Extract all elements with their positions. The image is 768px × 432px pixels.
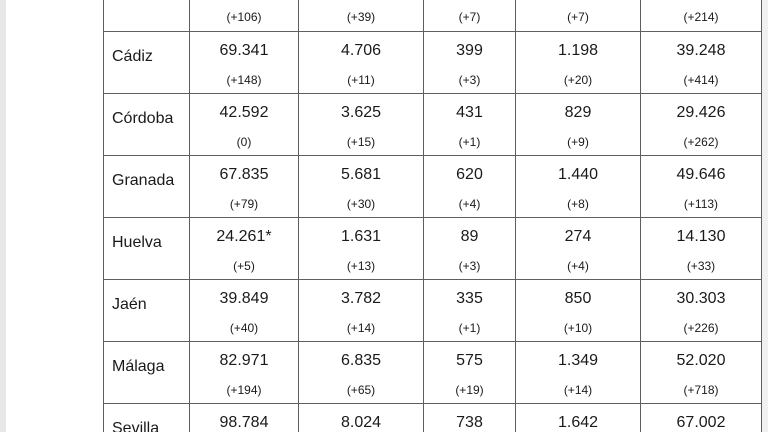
delta-cell: (+11) <box>347 73 375 87</box>
value-cell: 1.440 <box>557 166 599 183</box>
delta-cell: (+148) <box>226 73 262 87</box>
delta-cell: (+4) <box>567 259 589 273</box>
right-edge-strip <box>762 0 768 432</box>
table-row <box>104 280 762 342</box>
delta-cell: (+79) <box>229 197 259 211</box>
delta-cell: (+14) <box>346 321 376 335</box>
value-cell: 29.426 <box>676 104 726 121</box>
value-cell: 620 <box>456 166 483 183</box>
delta-cell: (+214) <box>683 10 719 24</box>
table-row <box>104 342 762 404</box>
province-cell <box>104 0 190 32</box>
value-cell: 49.646 <box>676 166 726 183</box>
value-cell: 850 <box>564 290 592 307</box>
value-cell: 3.782 <box>340 290 382 307</box>
delta-cell: (+262) <box>683 135 719 149</box>
delta-cell: (+3) <box>458 259 481 273</box>
province-name: Sevilla <box>112 420 160 432</box>
province-name: Córdoba <box>112 110 174 127</box>
delta-cell: (+1) <box>458 135 481 149</box>
value-cell: 39.849 <box>219 290 269 307</box>
value-cell: 67.002 <box>676 414 726 431</box>
delta-cell: (+30) <box>346 197 376 211</box>
delta-cell: (+65) <box>346 383 376 397</box>
delta-cell: (+15) <box>346 135 376 149</box>
value-cell: 39.248 <box>676 42 726 59</box>
province-name: Jaén <box>112 296 147 313</box>
value-cell: 1.642 <box>557 414 599 431</box>
value-cell: 1.631 <box>340 228 382 245</box>
delta-cell: (+106) <box>226 10 262 24</box>
delta-cell: (+13) <box>346 259 376 273</box>
value-cell: 24.261* <box>216 228 272 245</box>
delta-cell: (+3) <box>458 73 481 87</box>
delta-cell: (+10) <box>563 321 593 335</box>
province-name: Huelva <box>112 234 162 251</box>
delta-cell: (+113) <box>683 197 719 211</box>
delta-cell: (+19) <box>455 383 484 397</box>
delta-cell: (+39) <box>346 10 376 24</box>
table-row <box>104 0 762 32</box>
delta-cell: (+20) <box>563 73 593 87</box>
value-cell: 335 <box>456 290 483 307</box>
value-cell: 1.349 <box>557 352 599 369</box>
delta-cell: (+718) <box>683 383 719 397</box>
table-row <box>104 404 762 432</box>
value-cell: 30.303 <box>676 290 726 307</box>
province-name: Málaga <box>112 358 165 375</box>
table-row <box>104 94 762 156</box>
value-cell: 575 <box>456 352 483 369</box>
delta-cell: (+5) <box>233 259 255 273</box>
left-edge-strip <box>0 0 6 432</box>
delta-cell: (+14) <box>563 383 593 397</box>
delta-cell: (+226) <box>683 321 719 335</box>
province-name: Cádiz <box>112 48 153 65</box>
value-cell: 5.681 <box>340 166 382 183</box>
value-cell: 89 <box>460 228 479 245</box>
value-cell: 67.835 <box>219 166 269 183</box>
delta-cell: (+1) <box>458 321 481 335</box>
value-cell: 1.198 <box>557 42 599 59</box>
delta-cell: (+9) <box>567 135 589 149</box>
value-cell: 98.784 <box>219 414 269 431</box>
delta-cell: (+33) <box>686 259 716 273</box>
delta-cell: (+7) <box>567 10 589 24</box>
delta-cell: (+194) <box>226 383 262 397</box>
delta-cell: (+8) <box>567 197 589 211</box>
value-cell: 6.835 <box>340 352 382 369</box>
value-cell: 14.130 <box>676 228 726 245</box>
value-cell: 4.706 <box>340 42 382 59</box>
value-cell: 738 <box>456 414 483 431</box>
value-cell: 8.024 <box>340 414 382 431</box>
delta-cell: (+414) <box>683 73 719 87</box>
delta-cell: (0) <box>236 135 252 149</box>
province-name: Granada <box>112 172 175 189</box>
province-stats-table <box>103 0 762 432</box>
value-cell: 82.971 <box>219 352 269 369</box>
value-cell: 69.341 <box>219 42 269 59</box>
table-row <box>104 218 762 280</box>
value-cell: 274 <box>564 228 592 245</box>
value-cell: 431 <box>456 104 483 121</box>
table-row <box>104 156 762 218</box>
value-cell: 42.592 <box>219 104 269 121</box>
value-cell: 829 <box>564 104 592 121</box>
value-cell: 52.020 <box>676 352 726 369</box>
table-row <box>104 32 762 94</box>
value-cell: 3.625 <box>340 104 382 121</box>
value-cell: 399 <box>456 42 483 59</box>
delta-cell: (+4) <box>458 197 481 211</box>
delta-cell: (+7) <box>458 10 481 24</box>
delta-cell: (+40) <box>229 321 259 335</box>
